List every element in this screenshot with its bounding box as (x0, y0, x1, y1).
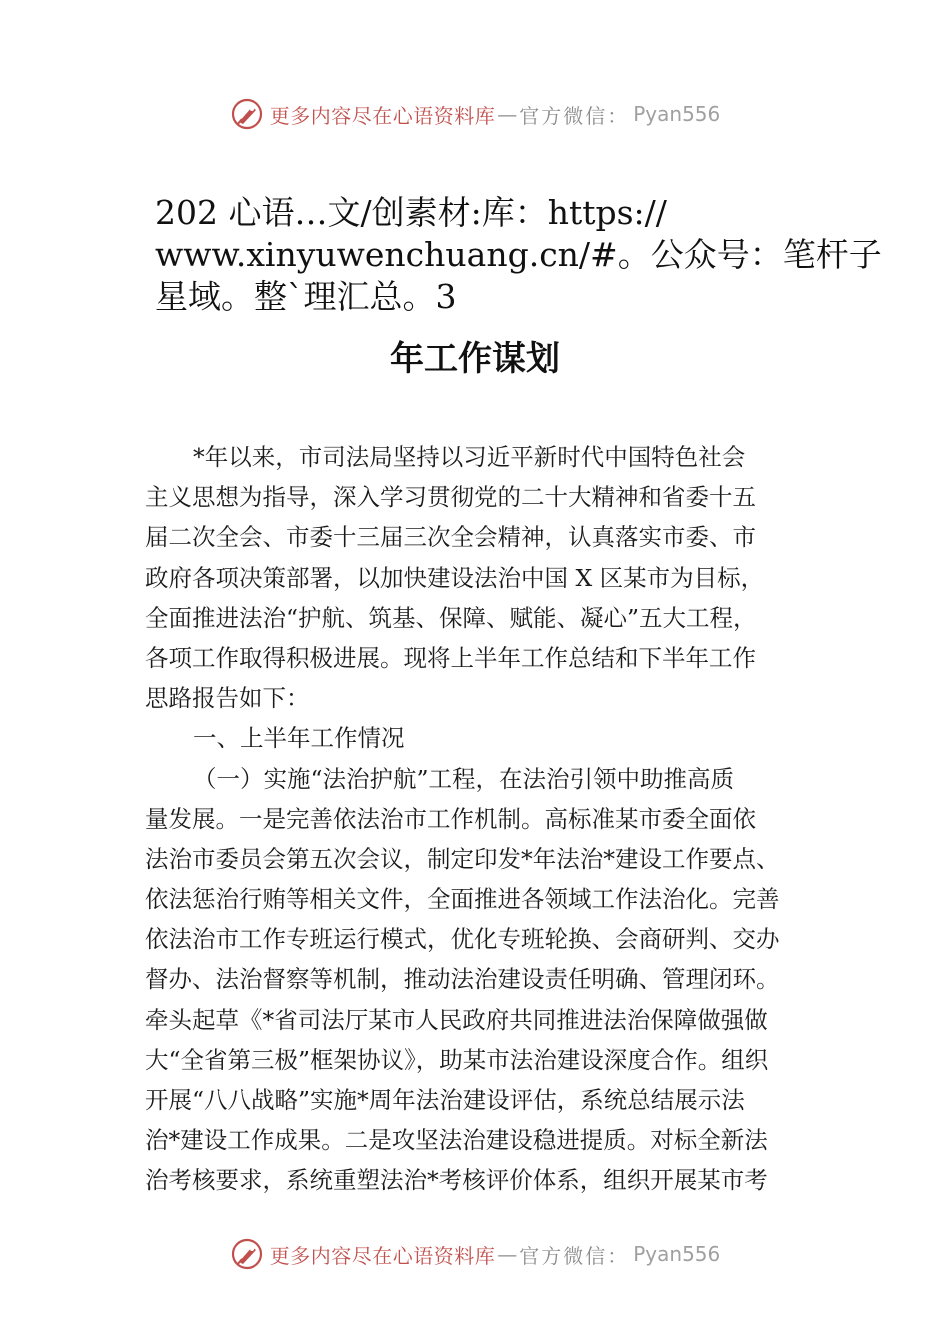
source-header (155, 192, 882, 318)
banner-wechat-id: Pyan556 (633, 102, 721, 126)
body-line: *年以来，市司法局坚持以习近平新时代中国特色社会 (193, 443, 746, 471)
body-line: 政府各项决策部署，以加快建设法治中国 X 区某市为目标， (145, 563, 765, 592)
body-line: 依法治市工作专班运行模式，优化专班轮换、会商研判、交办 (145, 925, 780, 954)
body-line: 开展“八八战略”实施*周年法治建设评估，系统总结展示法 (145, 1086, 745, 1114)
document-title: 年工作谋划 (390, 339, 560, 379)
body-line: 大“全省第三极”框架协议》，助某市法治建设深度合作。组织 (145, 1045, 769, 1074)
bottom-banner (0, 1232, 950, 1276)
body-line: 牵头起草《*省司法厅某市人民政府共同推进法治保障做强做 (145, 1005, 768, 1034)
top-banner (0, 92, 950, 136)
body-line: 依法惩治行贿等相关文件，全面推进各领域工作法治化。完善 (145, 885, 780, 914)
body-line: （一）实施“法治护航”工程，在法治引领中助推高质 (193, 764, 735, 793)
banner-text: 更多内容尽在心语资料库 (269, 1243, 496, 1268)
body-line: 主义思想为指导，深入学习贯彻党的二十大精神和省委十五 (145, 483, 756, 512)
banner-separator: — (497, 1242, 518, 1266)
body-line: 全面推进法治“护航、筑基、保障、赋能、凝心”五大工程， (145, 603, 757, 632)
banner-text: 更多内容尽在心语资料库 (269, 103, 496, 128)
banner-wechat-id: Pyan556 (633, 1242, 721, 1266)
banner-wechat-label: 官方微信： (519, 1243, 630, 1268)
header-line: 202 心语…文/创素材:库：https:// (155, 193, 667, 232)
body-line: 治*建设工作成果。二是攻坚法治建设稳进提质。对标全新法 (145, 1126, 768, 1155)
body-line: 各项工作取得积极进展。现将上半年工作总结和下半年工作 (145, 643, 756, 672)
header-line: www.xinyuwenchuang.cn/#。公众号：笔杆子 (155, 235, 882, 274)
pen-nib-logo-icon (230, 97, 264, 131)
banner-wechat-label: 官方微信： (519, 103, 630, 128)
pen-nib-logo-icon (230, 1237, 264, 1271)
body-line: 督办、法治督察等机制，推动法治建设责任明确、管理闭环。 (145, 965, 780, 994)
body-line: 思路报告如下： (145, 684, 310, 713)
body-line: 届二次全会、市委十三届三次全会精神，认真落实市委、市 (145, 523, 756, 552)
body-line: 法治市委员会第五次会议，制定印发*年法治*建设工作要点、 (145, 844, 780, 873)
header-line: 星域。整`理汇总。3 (155, 277, 457, 316)
banner-separator: — (497, 102, 518, 126)
document-body (145, 437, 825, 1201)
body-line: 量发展。一是完善依法治市工作机制。高标准某市委全面依 (145, 804, 756, 833)
body-line: 治考核要求，系统重塑法治*考核评价体系，组织开展某市考 (145, 1166, 768, 1195)
section-heading: 一、上半年工作情况 (193, 724, 405, 753)
